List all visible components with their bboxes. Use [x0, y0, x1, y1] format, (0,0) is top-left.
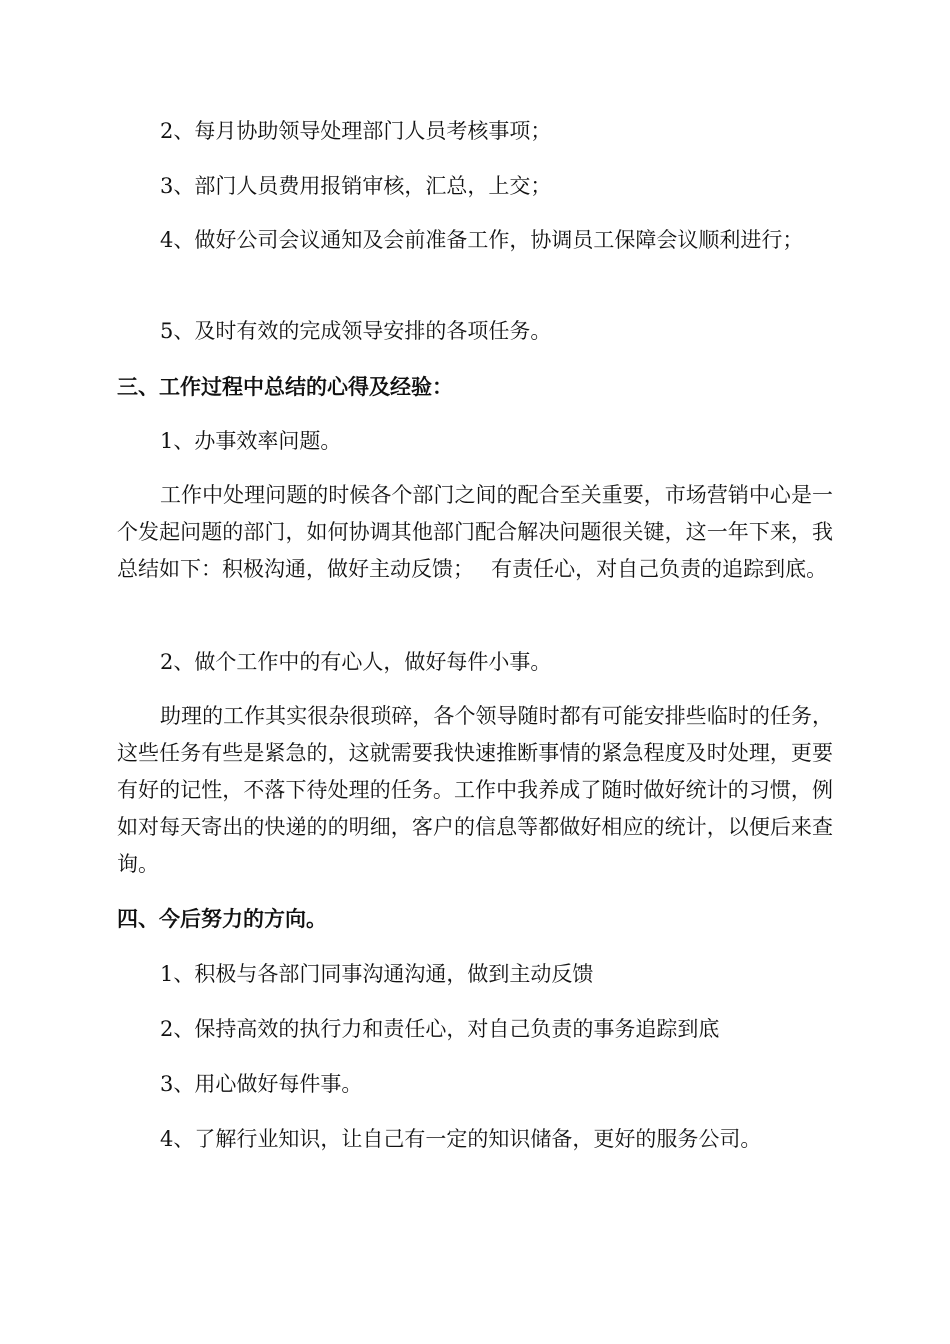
list-item: 1、积极与各部门同事沟通沟通，做到主动反馈: [160, 962, 594, 986]
subsection-title: 1、办事效率问题。: [160, 429, 342, 453]
list-item: 2、每月协助领导处理部门人员考核事项；: [160, 119, 552, 143]
list-item: 5、及时有效的完成领导安排的各项任务。: [160, 319, 552, 343]
section-heading: 四、今后努力的方向。: [117, 907, 327, 931]
subsection-title: 2、做个工作中的有心人，做好每件小事。: [160, 650, 552, 674]
section-heading: 三、工作过程中总结的心得及经验：: [117, 375, 453, 399]
list-item: 3、部门人员费用报销审核，汇总，上交；: [160, 174, 552, 198]
list-item: 2、保持高效的执行力和责任心，对自己负责的事务追踪到底: [160, 1017, 720, 1041]
list-item: 4、做好公司会议通知及会前准备工作，协调员工保障会议顺利进行；: [160, 228, 804, 252]
paragraph: 助理的工作其实很杂很琐碎，各个领导随时都有可能安排些临时的任务，这些任务有些是紧急的，这就需要我快速推断事情的紧急程度及时处理，更要有好的记性，不落下待处理的任务。工作中我养成了随时做好统计的习惯，例如对每天寄出的快递的的明细，客户的信息等都做好相应的统计，以便后来查询。: [117, 704, 833, 876]
paragraph: 工作中处理问题的时候各个部门之间的配合至关重要，市场营销中心是一个发起问题的部门，如何协调其他部门配合解决问题很关键，这一年下来，我总结如下：积极沟通，做好主动反馈； 有责任心，对自己负责的追踪到底。: [117, 483, 833, 581]
list-item: 4、了解行业知识，让自己有一定的知识储备，更好的服务公司。: [160, 1127, 762, 1151]
list-item: 3、用心做好每件事。: [160, 1072, 363, 1096]
